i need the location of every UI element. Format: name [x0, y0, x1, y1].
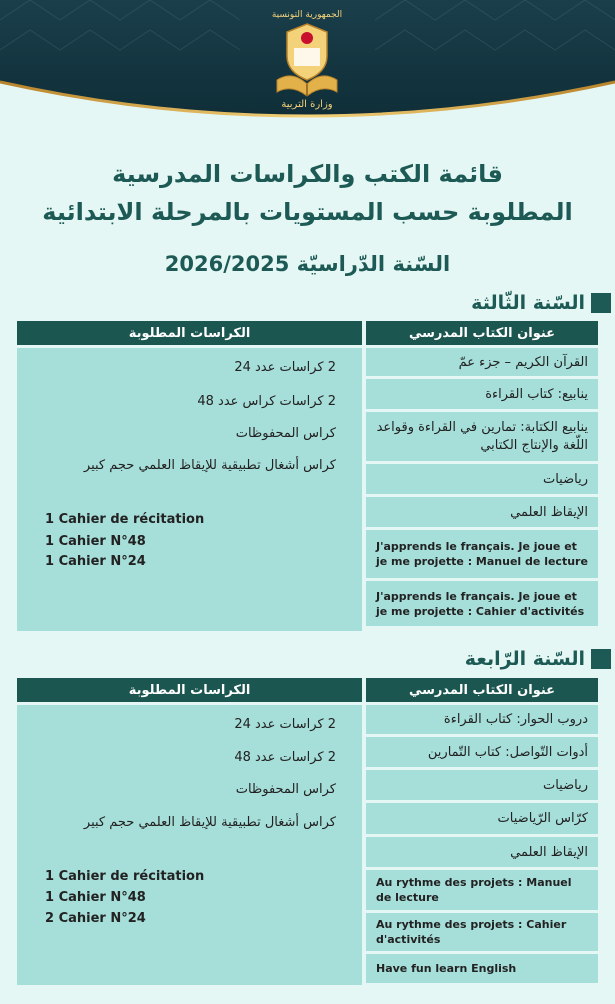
section-marker [591, 293, 611, 313]
section-title-year4 [465, 646, 615, 672]
book-item: ينابيع: كتاب القراءة [366, 379, 598, 412]
emblem-text-bottom: وزارة التربية [281, 99, 333, 110]
notebook-item: 1 Cahier N°48 [45, 890, 146, 905]
notebook-item: 1 Cahier de récitation [45, 869, 205, 884]
book-item: Have fun learn English [366, 954, 598, 986]
notebooks-box-year4 [17, 705, 362, 985]
notebook-item: 1 Cahier N°48 [45, 534, 146, 549]
notebooks-header: الكراسات المطلوبة [17, 678, 362, 702]
book-item: القرآن الكريم – جزء عمّ [366, 348, 598, 379]
book-item: ينابيع الكتابة: تمارين في القراءة وقواعد اللّغة والإنتاج الكتابي [366, 412, 598, 464]
notebook-item: 2 Cahier N°24 [45, 911, 146, 926]
books-list-year3 [366, 348, 598, 629]
notebook-item: كراس المحفوظات [235, 426, 336, 441]
page-title-line2: المطلوبة حسب المستويات بالمرحلة الابتدائية [42, 198, 573, 226]
book-item: J'apprends le français. Je joue et je me projette : Cahier d'activités [366, 581, 598, 629]
ministry-logo [262, 10, 352, 128]
notebook-item: كراس أشغال تطبيقية للإيقاظ العلمي حجم كبير [83, 458, 336, 473]
page-title-line1: قائمة الكتب والكراسات المدرسية [112, 160, 503, 188]
notebook-item: 2 كراسات كراس عدد 48 [197, 394, 336, 409]
book-item: رياضيات [366, 770, 598, 803]
emblem-icon [272, 22, 342, 97]
notebooks-header: الكراسات المطلوبة [17, 321, 362, 345]
section-title-text: السّنة الرّابعة [464, 648, 585, 670]
school-year: السّنة الدّراسيّة 2026/2025 [164, 252, 451, 276]
notebooks-box-year3 [17, 348, 362, 631]
emblem-text-top: الجمهورية التونسية [271, 10, 343, 20]
book-item: أدوات التّواصل: كتاب التّمارين [366, 737, 598, 770]
notebook-item: 1 Cahier N°24 [45, 554, 146, 569]
books-header: عنوان الكتاب المدرسي [366, 321, 598, 345]
books-header: عنوان الكتاب المدرسي [366, 678, 598, 702]
notebook-item: كراس أشغال تطبيقية للإيقاظ العلمي حجم كبير [83, 815, 336, 830]
book-item: كرّاس الرّياضيات [366, 803, 598, 837]
book-item: J'apprends le français. Je joue et je me projette : Manuel de lecture [366, 530, 598, 581]
notebook-item: 2 كراسات عدد 24 [234, 717, 336, 732]
section-title-text: السّنة الثّالثة [471, 292, 585, 314]
notebook-item: كراس المحفوظات [235, 782, 336, 797]
section-title-year3 [471, 290, 615, 316]
book-item: رياضيات [366, 464, 598, 497]
notebook-item: 2 كراسات عدد 48 [234, 750, 336, 765]
books-list-year4 [366, 705, 598, 986]
book-item: الإيقاظ العلمي [366, 497, 598, 530]
book-item: الإيقاظ العلمي [366, 837, 598, 870]
notebook-item: 2 كراسات عدد 24 [234, 360, 336, 375]
section-marker [591, 649, 611, 669]
notebook-item: 1 Cahier de récitation [45, 512, 205, 527]
book-item: دروب الحوار: كتاب القراءة [366, 705, 598, 737]
book-item: Au rythme des projets : Manuel de lecture [366, 870, 598, 913]
book-item: Au rythme des projets : Cahier d'activités [366, 913, 598, 954]
